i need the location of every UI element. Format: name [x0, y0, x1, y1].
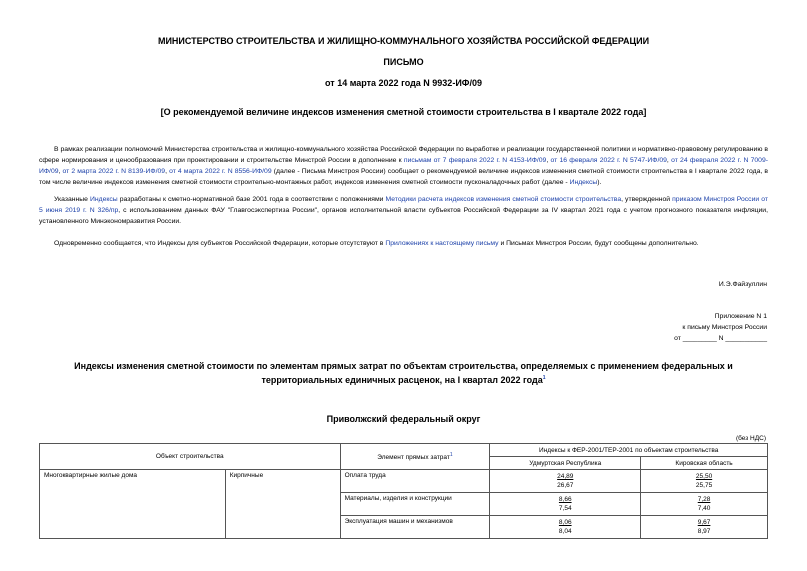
footnote-ref-2[interactable]: 1 [449, 451, 453, 458]
cell-material: Кирпичные [225, 470, 340, 539]
cell-value: 25,50 25,75 [641, 470, 768, 493]
cell-element: Материалы, изделия и конструкции [340, 493, 490, 516]
document-date-number: от 14 марта 2022 года N 9932-ИФ/09 [325, 78, 482, 88]
signature: И.Э.Файзуллин [718, 281, 767, 288]
appendix-ref: к письму Минстроя России [682, 324, 767, 331]
paragraph-2: Указанные Индексы разработаны к сметно-нормативной базе 2001 года в соответствии с положениями Методики расчета индексов изменения сметной стоимости строительства, утвержденной приказом Минстроя России от 5 июня 2019 г. N 326/пр, с использованием данных ФАУ "Главгосэкспертиза России", органов исполнительной власти субъектов Российской Федерации за IV квартал 2021 года с учетом прогнозного показателя инфляции, установленного Минэкономразвития России. [39, 196, 768, 225]
ministry-title: МИНИСТЕРСТВО СТРОИТЕЛЬСТВА И ЖИЛИЩНО-КОММУНАЛЬНОГО ХОЗЯЙСТВА РОССИЙСКОЙ ФЕДЕРАЦИИ [157, 36, 650, 46]
cell-value: 8,06 8,04 [490, 516, 641, 539]
appendix-header [674, 311, 767, 344]
table-row [40, 470, 768, 493]
indices-table [39, 443, 768, 539]
link-letter-8556[interactable]: от 4 марта 2022 г. N 8556-ИФ/09 [169, 168, 272, 175]
document-type: ПИСЬМО [383, 57, 424, 67]
header-element: Элемент прямых затрат$^1$ [340, 444, 490, 470]
paragraph-1: В рамках реализации полномочий Министерства строительства и жилищно-коммунального хозяйства Российской Федерации по выработке и реализации государственной политики и нормативно-правовому регулированию в сфере нормирования и ценообразования при проектировании и строительстве Минстрой России в дополнение к письмам от 7 февраля 2022 г. N 4153-ИФ/09, от 16 февраля 2022 г. N 5747-ИФ/09, от 24 февраля 2022 г. N 7009-ИФ/09, от 2 марта 2022 г. N 8139-ИФ/09, от 4 марта 2022 г. N 8556-ИФ/09 (далее - Письма Минстроя России) сообщает о рекомендуемой величине индексов изменения сметной стоимости строительства в I квартале 2022 года, в том числе величине индексов изменения сметной стоимости строительно-монтажных работ, индексов изменения сметной стоимости пусконаладочных работ (далее - Индексы). [39, 146, 768, 186]
header-indices: Индексы к ФЕР-2001/ТЕР-2001 по объектам строительства [490, 444, 768, 457]
unit-note: (без НДС) [735, 435, 766, 442]
link-letter-8139[interactable]: от 2 марта 2022 г. N 8139-ИФ/09 [62, 168, 166, 175]
link-indices[interactable]: Индексы [569, 179, 598, 186]
cell-value: 24,89 26,67 [490, 470, 641, 493]
paragraph-3: Одновременно сообщается, что Индексы для субъектов Российской Федерации, которые отсутствуют в Приложениях к настоящему письму и Письмах Минстроя России, будут сообщены дополнительно. [54, 240, 699, 247]
appendix-date: от _________ N ___________ [674, 335, 767, 342]
cell-value: 9,67 8,97 [641, 516, 768, 539]
header-object: Объект строительства [40, 444, 341, 470]
table-title: Индексы изменения сметной стоимости по элементам прямых затрат по объектам строительства, определяемых с применением федеральных и территориальных единичных расценок, на I квартал 2022 года$^1$ [74, 361, 733, 385]
cell-element: Оплата труда [340, 470, 490, 493]
cell-value: 7,28 7,40 [641, 493, 768, 516]
link-appendices[interactable]: Приложениях к настоящему письму [385, 240, 499, 247]
cell-value: 8,66 7,54 [490, 493, 641, 516]
header-region-2: Кировская область [641, 457, 768, 470]
cell-element: Эксплуатация машин и механизмов [340, 516, 490, 539]
appendix-number: Приложение N 1 [714, 313, 767, 320]
region-title: Приволжский федеральный округ [326, 414, 481, 424]
cell-object: Многоквартирные жилые дома [40, 470, 226, 539]
link-letter-4153[interactable]: письмам от 7 февраля 2022 г. N 4153-ИФ/09 [403, 157, 547, 164]
header-region-1: Удмуртская Республика [490, 457, 641, 470]
link-order-326[interactable]: приказом Минстроя России от 5 июня 2019 г. N 326/пр [39, 196, 768, 214]
link-letter-7009[interactable]: от 24 февраля 2022 г. N 7009-ИФ/09 [39, 157, 768, 175]
link-indices-2[interactable]: Индексы [89, 196, 118, 203]
link-methodology[interactable]: Методики расчета индексов изменения сметной стоимости строительства [385, 196, 622, 203]
document-subject: [О рекомендуемой величине индексов изменения сметной стоимости строительства в I квартале 2022 года] [160, 107, 647, 117]
footnote-ref[interactable]: 1 [542, 375, 546, 381]
link-letter-5747[interactable]: от 16 февраля 2022 г. N 5747-ИФ/09 [550, 157, 667, 164]
